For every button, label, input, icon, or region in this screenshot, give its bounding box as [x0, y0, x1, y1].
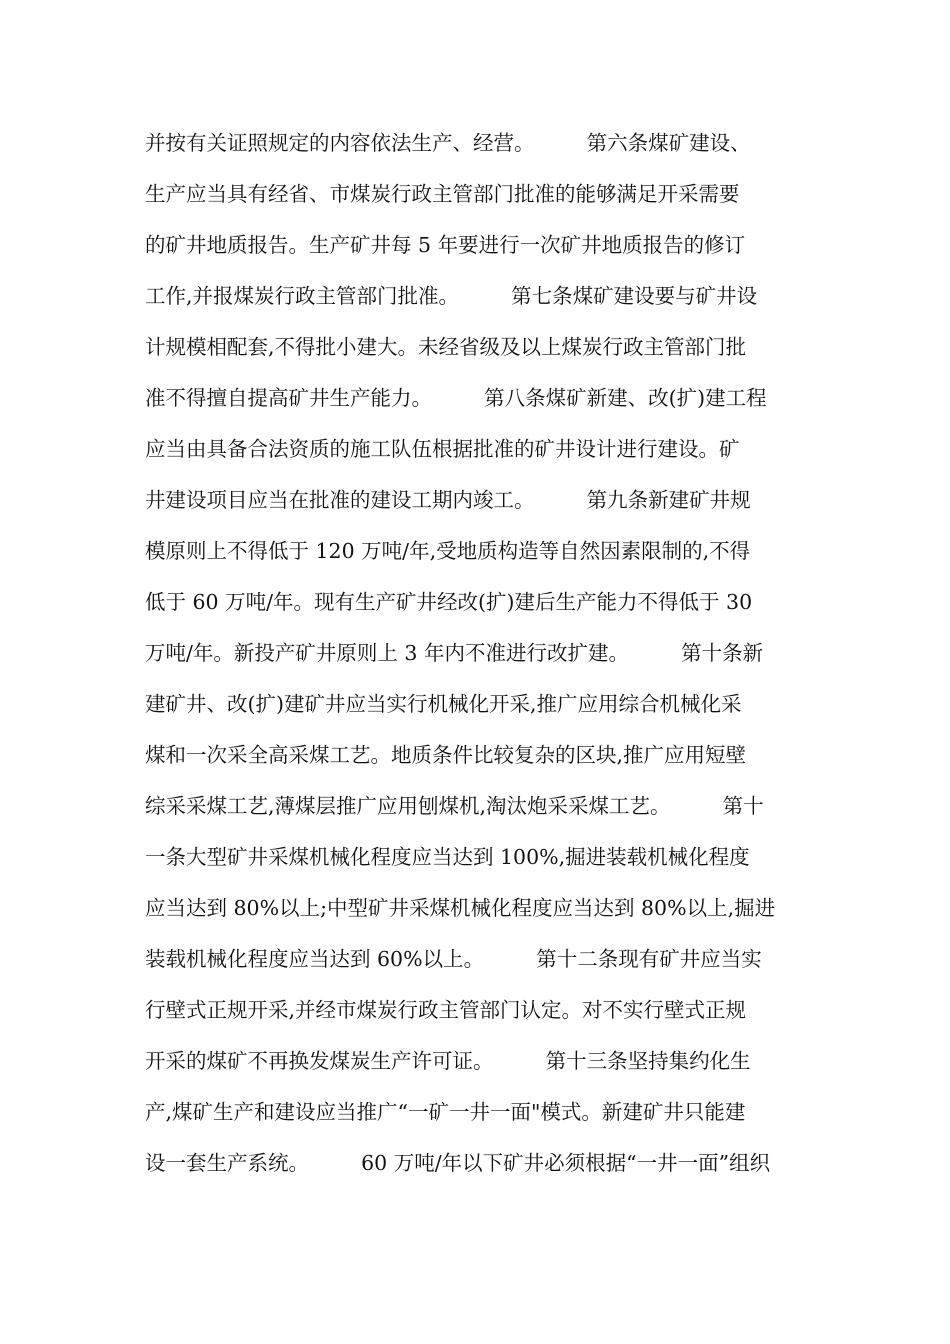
text-line: 生产应当具有经省、市煤炭行政主管部门批准的能够满足开采需要: [145, 182, 740, 206]
text-line: 计规模相配套,不得批小建大。未经省级及以上煤炭行政主管部门批: [145, 335, 747, 359]
text-line: 装载机械化程度应当达到 60%以上。 第十二条现有矿井应当实: [145, 947, 762, 971]
text-line: 综采采煤工艺,薄煤层推广应用刨煤机,淘汰炮采采煤工艺。 第十: [145, 794, 764, 818]
text-line: 产,煤矿生产和建设应当推广“一矿一井一面"模式。新建矿井只能建: [145, 1100, 746, 1124]
text-line: 准不得擅自提高矿井生产能力。 第八条煤矿新建、改(扩)建工程: [145, 386, 767, 410]
text-line: 煤和一次采全高采煤工艺。地质条件比较复杂的区块,推广应用短壁: [145, 743, 747, 767]
text-line: 的矿井地质报告。生产矿井每 5 年要进行一次矿井地质报告的修订: [145, 233, 746, 257]
text-line: 一条大型矿井采煤机械化程度应当达到 100%,掘进装载机械化程度: [145, 845, 750, 869]
text-line: 行壁式正规开采,并经市煤炭行政主管部门认定。对不实行壁式正规: [145, 998, 747, 1022]
text-line: 应当达到 80%以上;中型矿井采煤机械化程度应当达到 80%以上,掘进: [145, 896, 776, 920]
text-line: 建矿井、改(扩)建矿井应当实行机械化开采,推广应用综合机械化采: [145, 692, 742, 716]
text-line: 开采的煤矿不再换发煤炭生产许可证。 第十三条坚持集约化生: [145, 1049, 751, 1073]
text-line: 万吨/年。新投产矿井原则上 3 年内不准进行改扩建。 第十条新: [145, 641, 764, 665]
text-line: 应当由具备合法资质的施工队伍根据批准的矿井设计进行建设。矿: [145, 437, 740, 461]
text-line: 并按有关证照规定的内容依法生产、经营。 第六条煤矿建设、: [145, 131, 751, 155]
text-line: 井建设项目应当在批准的建设工期内竣工。 第九条新建矿井规: [145, 488, 751, 512]
text-line: 工作,并报煤炭行政主管部门批准。 第七条煤矿建设要与矿井设: [145, 284, 758, 308]
text-line: 模原则上不得低于 120 万吨/年,受地质构造等自然因素限制的,不得: [145, 539, 751, 563]
text-line: 低于 60 万吨/年。现有生产矿井经改(扩)建后生产能力不得低于 30: [145, 590, 753, 614]
text-line: 设一套生产系统。 60 万吨/年以下矿井必须根据“一井一面”组织: [145, 1151, 771, 1175]
body-text: [145, 118, 815, 1189]
